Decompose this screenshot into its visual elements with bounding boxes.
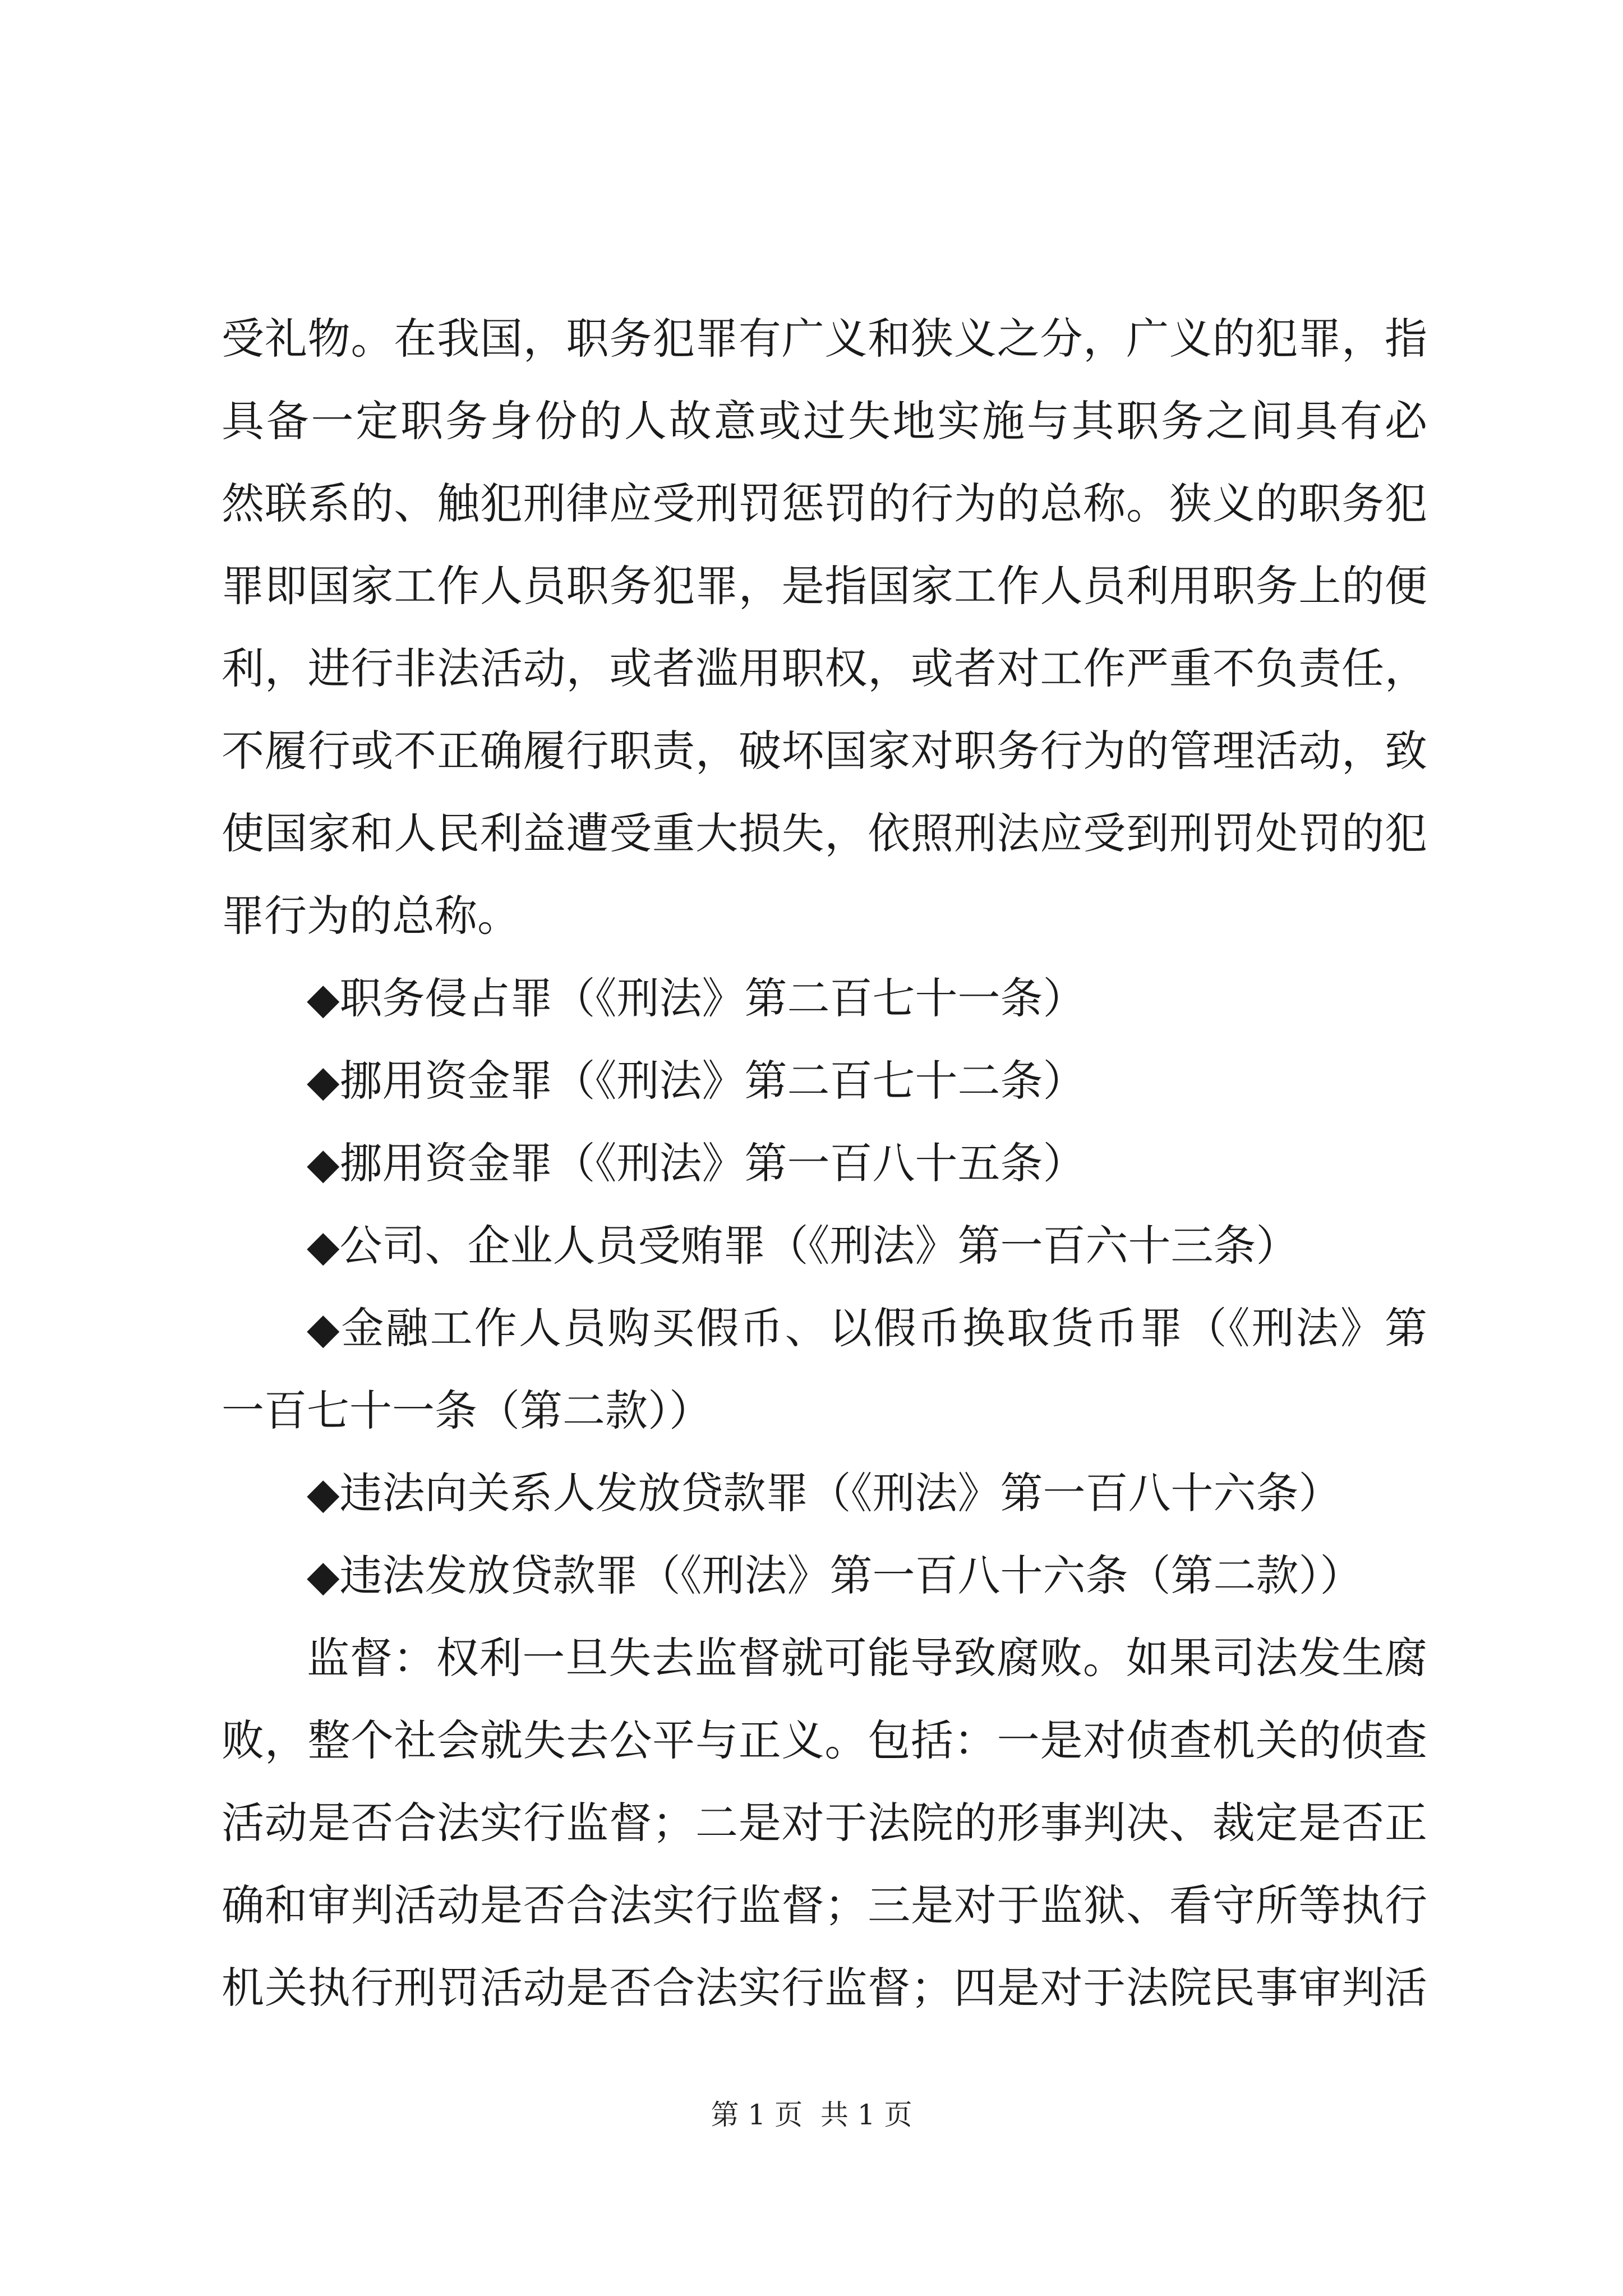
paragraph-line: 活动是否合法实行监督；二是对于法院的形事判决、裁定是否正 xyxy=(222,1798,1427,1848)
paragraph-line: 不履行或不正确履行职责，破坏国家对职务行为的管理活动，致 xyxy=(222,726,1427,776)
paragraph-line: 使国家和人民利益遭受重大损失，依照刑法应受到刑罚处罚的犯 xyxy=(222,808,1427,858)
list-item: ◆挪用资金罪（《刑法》第一百八十五条） xyxy=(307,1138,1086,1188)
page-footer xyxy=(0,2095,1623,2134)
list-item-continuation: 一百七十一条（第二款）） xyxy=(222,1386,712,1435)
paragraph-line: 罪即国家工作人员职务犯罪，是指国家工作人员利用职务上的便 xyxy=(222,561,1427,611)
paragraph-line: 具备一定职务身份的人故意或过失地实施与其职务之间具有必 xyxy=(222,396,1427,446)
paragraph-line: 监督：权利一旦失去监督就可能导致腐败。如果司法发生腐 xyxy=(307,1633,1427,1683)
page-number-label: 第 1 页 共 1 页 xyxy=(711,2099,912,2131)
list-item: ◆金融工作人员购买假币、以假币换取货币罪（《刑法》第 xyxy=(307,1303,1427,1353)
paragraph-line: 罪行为的总称。 xyxy=(222,891,520,941)
list-item: ◆违法发放贷款罪（《刑法》第一百八十六条（第二款）） xyxy=(307,1550,1363,1600)
list-item: ◆挪用资金罪（《刑法》第二百七十二条） xyxy=(307,1056,1086,1106)
paragraph-line: 败，整个社会就失去公平与正义。包括：一是对侦查机关的侦查 xyxy=(222,1715,1427,1765)
paragraph-line: 确和审判活动是否合法实行监督；三是对于监狱、看守所等执行 xyxy=(222,1880,1427,1930)
paragraph-line: 然联系的、触犯刑律应受刑罚惩罚的行为的总称。狭义的职务犯 xyxy=(222,478,1427,528)
paragraph-line: 机关执行刑罚活动是否合法实行监督；四是对于法院民事审判活 xyxy=(222,1963,1427,2013)
paragraph-line: 利，进行非法活动，或者滥用职权，或者对工作严重不负责任， xyxy=(222,643,1427,693)
list-item: ◆公司、企业人员受贿罪（《刑法》第一百六十三条） xyxy=(307,1221,1299,1271)
paragraph-line: 受礼物。在我国，职务犯罪有广义和狭义之分，广义的犯罪，指 xyxy=(222,314,1427,364)
list-item: ◆违法向关系人发放贷款罪（《刑法》第一百八十六条） xyxy=(307,1468,1341,1518)
document-body xyxy=(222,297,1427,2029)
list-item: ◆职务侵占罪（《刑法》第二百七十一条） xyxy=(307,973,1086,1023)
